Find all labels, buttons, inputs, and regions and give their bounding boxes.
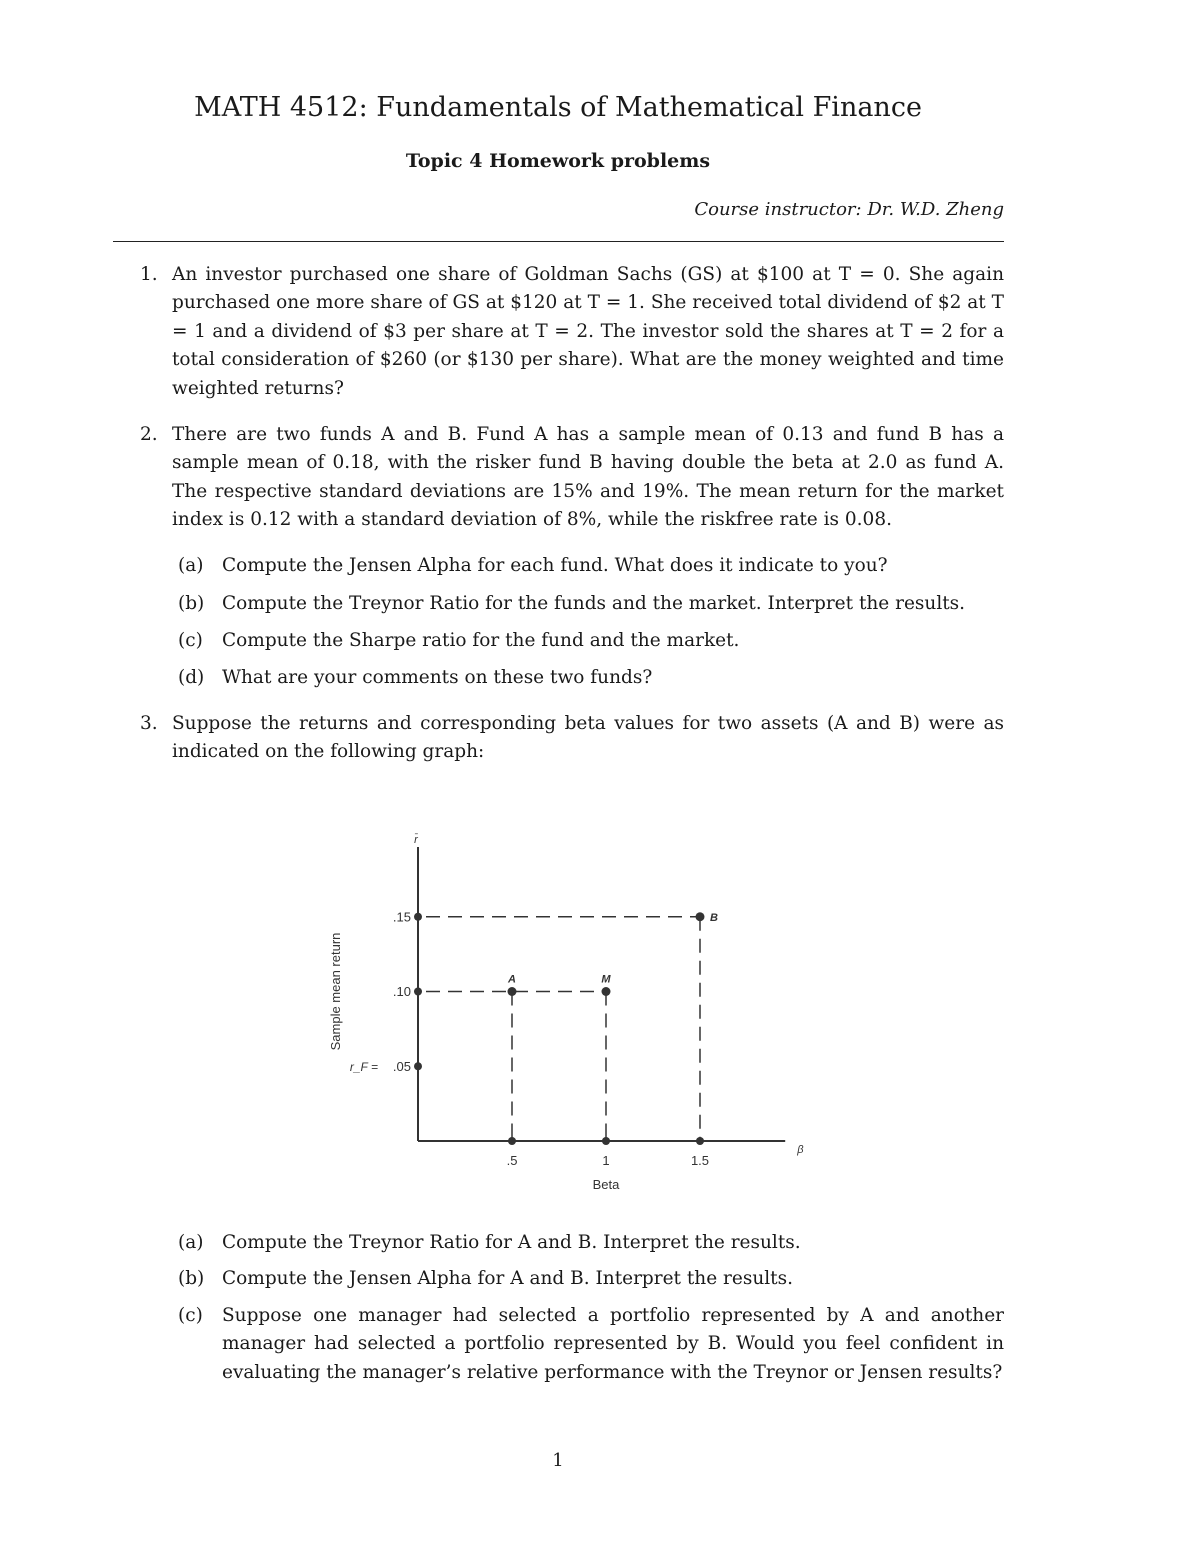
point-label-B: B [710, 911, 718, 924]
y-tick-label-10: .10 [392, 984, 411, 999]
problem-number: 2. [140, 424, 158, 445]
page-number: 1 [552, 1450, 564, 1471]
part-text: Compute the Treynor Ratio for A and B. Interpret the results. [222, 1232, 801, 1253]
y-tick-dot-05 [414, 1062, 422, 1070]
problem-2-part-c [178, 627, 1004, 655]
problem-text: There are two funds A and B. Fund A has a sample mean of 0.13 and fund B has a sample mean of 0.18, with the risker fund B having double the beta at 2.0 as fund A. The respective standard deviations are 15% and 19%. The mean return for the market index is 0.12 with a standard deviation of 8%, while the riskfree rate is 0.08. [172, 424, 1004, 531]
problem-2-part-b [178, 590, 1004, 618]
problem-number: 3. [140, 713, 158, 734]
part-label: (d) [178, 667, 205, 688]
part-text: Compute the Sharpe ratio for the fund and the market. [222, 630, 740, 651]
part-text: Compute the Treynor Ratio for the funds and the market. Interpret the results. [222, 593, 966, 614]
part-label: (b) [178, 593, 205, 614]
part-text: Suppose one manager had selected a portfolio represented by A and another manager had selected a portfolio represented by B. Would you feel confident in evaluating the manager’s relative performance with the Treynor or Jensen results? [222, 1305, 1004, 1383]
beta-return-chart [300, 780, 880, 1210]
problem-3-part-a [178, 1229, 1004, 1257]
y-tick-label-15: .15 [392, 909, 411, 925]
problem-text: An investor purchased one share of Goldman Sachs (GS) at $100 at T = 0. She again purchased one more share of GS at $120 at T = 1. She received total dividend of $2 at T = 1 and a dividend of $3 per share at T = 2. The investor sold the shares at T = 2 for a total consideration of $260 (or $130 per share). What are the money weighted and time weighted returns? [172, 264, 1004, 399]
part-label: (c) [178, 1305, 203, 1326]
problem-3-part-b [178, 1265, 1004, 1293]
x-tick-label-5: .5 [506, 1153, 518, 1168]
x-axis-title: Beta [592, 1177, 620, 1192]
x-tick-dot-1 [602, 1137, 610, 1145]
page-subtitle: Topic 4 Homework problems [405, 150, 711, 172]
problem-text: Suppose the returns and corresponding beta values for two assets (A and B) were as indicated on the following graph: [172, 713, 1004, 763]
problem-number: 1. [140, 264, 158, 285]
instructor-line: Course instructor: Dr. W.D. Zheng [694, 199, 1004, 220]
part-label: (a) [178, 1232, 204, 1253]
x-axis-symbol: β [797, 1144, 804, 1156]
part-label: (c) [178, 630, 203, 651]
x-tick-label-15: 1.5 [690, 1153, 710, 1168]
risk-free-label: r_F = [349, 1059, 378, 1074]
part-label: (a) [178, 555, 204, 576]
x-tick-dot-5 [508, 1137, 516, 1145]
header-divider [113, 241, 1004, 242]
problem-3 [140, 710, 1004, 767]
problem-2-part-d [178, 664, 1004, 692]
y-tick-dot-10 [414, 988, 422, 996]
problem-2-part-a [178, 552, 1004, 580]
problem-2 [140, 421, 1004, 535]
point-label-M: M [601, 973, 611, 986]
x-tick-label-1: 1 [602, 1153, 610, 1168]
point-label-A: A [508, 973, 516, 986]
part-text: Compute the Jensen Alpha for A and B. Interpret the results. [222, 1268, 793, 1289]
y-tick-dot-15 [414, 913, 422, 921]
y-axis-title: Sample mean return [328, 932, 343, 1051]
part-text: What are your comments on these two funds? [222, 667, 653, 688]
y-tick-label-05: .05 [392, 1058, 411, 1074]
problem-1 [140, 261, 1004, 403]
y-axis-symbol: r̄ [414, 833, 418, 846]
part-text: Compute the Jensen Alpha for each fund. What does it indicate to you? [222, 555, 888, 576]
part-label: (b) [178, 1268, 205, 1289]
page-title: MATH 4512: Fundamentals of Mathematical Finance [194, 92, 922, 123]
problem-3-part-c [178, 1302, 1004, 1387]
